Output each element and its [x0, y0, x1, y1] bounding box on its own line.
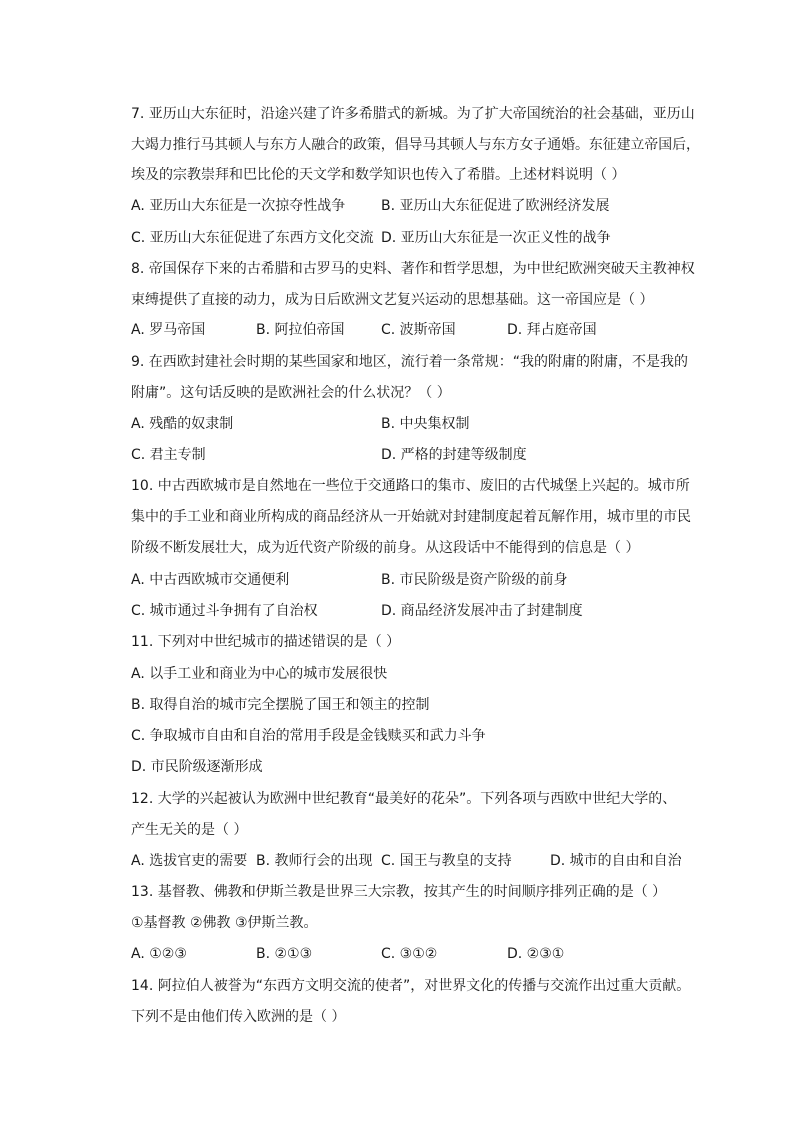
- q11-option-c: C. 争取城市自由和自治的常用手段是金钱赎买和武力斗争: [131, 728, 486, 744]
- q7-option-b: B. 亚历山大东征促进了欧洲经济发展: [381, 198, 610, 214]
- q13-option-a: A. ①②③: [131, 946, 187, 962]
- q9-option-d: D. 严格的封建等级制度: [381, 447, 527, 463]
- q12-stem-line-1: 12. 大学的兴起被认为欧洲中世纪教育“最美好的花朵”。下列各项与西欧中世纪大学的、: [131, 791, 677, 807]
- q13-stem-line-1: 13. 基督教、佛教和伊斯兰教是世界三大宗教，按其产生的时间顺序排列正确的是（ ）: [131, 884, 667, 900]
- q13-option-c: C. ③①②: [381, 946, 438, 962]
- q10-option-a: A. 中古西欧城市交通便利: [131, 572, 290, 588]
- q10-option-b: B. 市民阶级是资产阶级的前身: [381, 572, 568, 588]
- q12-stem-line-2: 产生无关的是（ ）: [131, 822, 248, 838]
- q9-option-c: C. 君主专制: [131, 447, 206, 463]
- q10-stem-line-3: 阶级不断发展壮大，成为近代资产阶级的前身。从这段话中不能得到的信息是（ ）: [131, 540, 640, 556]
- q9-stem-line-2: 附庸”。这句话反映的是欧洲社会的什么状况？（ ）: [131, 385, 451, 401]
- q13-stem-line-2: ①基督教 ②佛教 ③伊斯兰教。: [131, 915, 318, 931]
- q9-stem-line-1: 9. 在西欧封建社会时期的某些国家和地区，流行着一条常规：“我的附庸的附庸，不是我的: [131, 354, 689, 370]
- q10-option-d: D. 商品经济发展冲击了封建制度: [381, 603, 583, 619]
- q10-option-c: C. 城市通过斗争拥有了自治权: [131, 603, 318, 619]
- q13-option-b: B. ②①③: [256, 946, 313, 962]
- q9-option-a: A. 残酷的奴隶制: [131, 416, 234, 432]
- q8-option-c: C. 波斯帝国: [381, 322, 456, 338]
- q7-option-c: C. 亚历山大东征促进了东西方文化交流: [131, 230, 374, 246]
- q11-option-a: A. 以手工业和商业为中心的城市发展很快: [131, 666, 388, 682]
- q7-option-a: A. 亚历山大东征是一次掠夺性战争: [131, 198, 346, 214]
- q14-stem-line-2: 下列不是由他们传入欧洲的是（ ）: [131, 1009, 346, 1025]
- q8-option-a: A. 罗马帝国: [131, 322, 206, 338]
- q7-stem-line-2: 大竭力推行马其顿人与东方人融合的政策，倡导马其顿人与东方女子通婚。东征建立帝国后，: [131, 137, 700, 153]
- q9-option-b: B. 中央集权制: [381, 416, 470, 432]
- q7-option-d: D. 亚历山大东征是一次正义性的战争: [381, 230, 611, 246]
- q12-option-a: A. 选拔官吏的需要: [131, 853, 248, 869]
- q12-option-b: B. 教师行会的出现: [256, 853, 373, 869]
- q8-option-d: D. 拜占庭帝国: [507, 322, 597, 338]
- q11-option-d: D. 市民阶级逐渐形成: [131, 759, 263, 775]
- q7-stem-line-3: 埃及的宗教崇拜和巴比伦的天文学和数学知识也传入了希腊。上述材料说明（ ）: [131, 167, 626, 183]
- q14-stem-line-1: 14. 阿拉伯人被誉为“东西方文明交流的使者”，对世界文化的传播与交流作出过重大贡献。: [131, 978, 691, 994]
- q13-option-d: D. ②③①: [507, 946, 565, 962]
- q10-stem-line-2: 集中的手工业和商业所构成的商品经济从一开始就对封建制度起着瓦解作用，城市里的市民: [131, 509, 691, 525]
- q8-stem-line-2: 束缚提供了直接的动力，成为日后欧洲文艺复兴运动的思想基础。这一帝国应是（ ）: [131, 292, 654, 308]
- q8-stem-line-1: 8. 帝国保存下来的古希腊和古罗马的史料、著作和哲学思想，为中世纪欧洲突破天主教神权: [131, 261, 695, 277]
- q11-option-b: B. 取得自治的城市完全摆脱了国王和领主的控制: [131, 697, 430, 713]
- q10-stem-line-1: 10. 中古西欧城市是自然地在一些位于交通路口的集市、废旧的古代城堡上兴起的。城市所: [131, 478, 690, 494]
- q8-option-b: B. 阿拉伯帝国: [256, 322, 345, 338]
- q11-stem-line-1: 11. 下列对中世纪城市的描述错误的是（ ）: [131, 634, 401, 650]
- q12-option-d: D. 城市的自由和自治: [550, 853, 682, 869]
- q7-stem-line-1: 7. 亚历山大东征时，沿途兴建了许多希腊式的新城。为了扩大帝国统治的社会基础，亚历山: [131, 106, 695, 122]
- q12-option-c: C. 国王与教皇的支持: [381, 853, 512, 869]
